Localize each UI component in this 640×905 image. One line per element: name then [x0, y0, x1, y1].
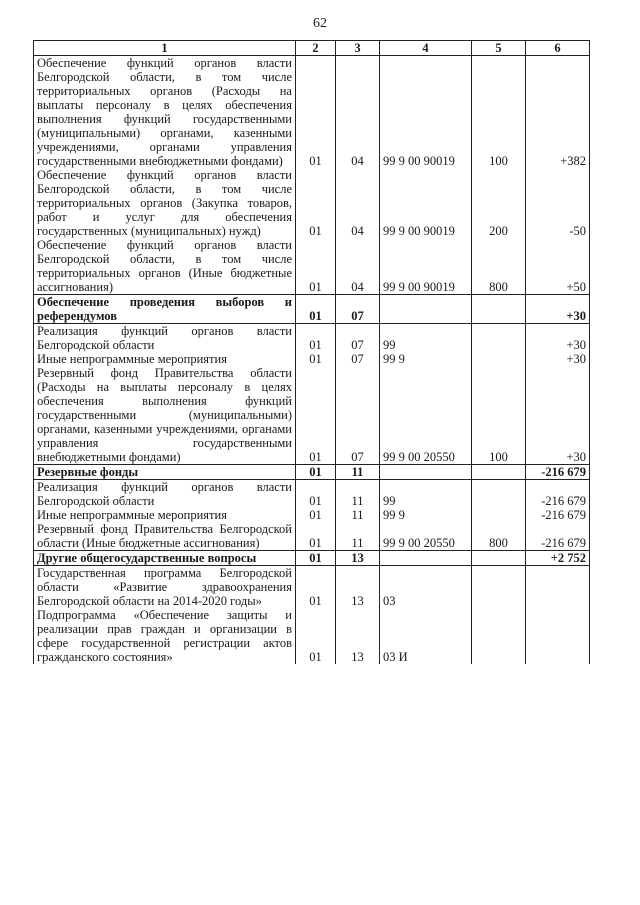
table-row — [34, 56, 590, 169]
row-target-code: 99 9 00 20550 — [380, 522, 472, 551]
row-section-code: 01 — [296, 508, 336, 522]
section-row — [34, 551, 590, 566]
table-row — [34, 522, 590, 551]
col-header-6: 6 — [526, 41, 590, 56]
row-expense-type — [472, 352, 526, 366]
row-description: Резервный фонд Правительства области (Расходы на выплаты персоналу в целях обеспечения выполнения функций государственными (муниципальными) органами, казенными учреждениями, органами управления государственными внебюджетными фондами) — [34, 366, 296, 465]
row-target-code: 99 9 00 90019 — [380, 56, 472, 169]
row-section-code: 01 — [296, 608, 336, 664]
row-expense-type: 800 — [472, 522, 526, 551]
row-amount: -216 679 — [526, 522, 590, 551]
col-header-3: 3 — [336, 41, 380, 56]
row-description: Иные непрограммные мероприятия — [34, 352, 296, 366]
table-row — [34, 238, 590, 295]
row-amount — [526, 566, 590, 609]
table-row — [34, 366, 590, 465]
section-title: Резервные фонды — [34, 465, 296, 480]
row-description: Резервный фонд Правительства Белгородской области (Иные бюджетные ассигнования) — [34, 522, 296, 551]
row-target-code: 99 9 — [380, 352, 472, 366]
row-section-code: 01 — [296, 324, 336, 353]
row-expense-type: 200 — [472, 168, 526, 238]
col-header-5: 5 — [472, 41, 526, 56]
row-expense-type — [472, 295, 526, 324]
section-row — [34, 465, 590, 480]
row-target-code — [380, 551, 472, 566]
row-subsection-code: 04 — [336, 238, 380, 295]
table-row — [34, 608, 590, 664]
col-header-4: 4 — [380, 41, 472, 56]
row-target-code: 99 — [380, 324, 472, 353]
table-row — [34, 168, 590, 238]
row-target-code: 99 9 00 90019 — [380, 238, 472, 295]
row-description: Обеспечение функций органов власти Белгородской области, в том числе территориальных органов (Иные бюджетные ассигнования) — [34, 238, 296, 295]
row-amount: +30 — [526, 324, 590, 353]
row-subsection-code: 07 — [336, 366, 380, 465]
row-subsection-code: 04 — [336, 168, 380, 238]
table-row — [34, 508, 590, 522]
page-number: 62 — [313, 16, 327, 31]
row-amount: +30 — [526, 295, 590, 324]
row-target-code: 99 — [380, 480, 472, 509]
row-target-code: 99 9 — [380, 508, 472, 522]
row-section-code: 01 — [296, 465, 336, 480]
row-subsection-code: 13 — [336, 608, 380, 664]
header-row — [34, 41, 590, 56]
row-subsection-code: 11 — [336, 465, 380, 480]
row-subsection-code: 13 — [336, 566, 380, 609]
row-amount — [526, 608, 590, 664]
row-amount: -216 679 — [526, 480, 590, 509]
row-description: Иные непрограммные мероприятия — [34, 508, 296, 522]
row-section-code: 01 — [296, 238, 336, 295]
row-section-code: 01 — [296, 480, 336, 509]
table-row — [34, 352, 590, 366]
row-expense-type: 100 — [472, 56, 526, 169]
table-row — [34, 566, 590, 609]
row-description: Обеспечение функций органов власти Белгородской области, в том числе территориальных органов (Закупка товаров, работ и услуг для обеспечения государственных (муниципальных) нужд) — [34, 168, 296, 238]
row-amount: -50 — [526, 168, 590, 238]
row-amount: +30 — [526, 352, 590, 366]
table-row — [34, 480, 590, 509]
row-amount: +50 — [526, 238, 590, 295]
row-subsection-code: 13 — [336, 551, 380, 566]
row-description: Реализация функций органов власти Белгородской области — [34, 480, 296, 509]
row-expense-type — [472, 465, 526, 480]
row-amount: -216 679 — [526, 465, 590, 480]
row-section-code: 01 — [296, 366, 336, 465]
row-expense-type — [472, 608, 526, 664]
row-subsection-code: 11 — [336, 508, 380, 522]
table-row — [34, 324, 590, 353]
row-subsection-code: 11 — [336, 522, 380, 551]
row-expense-type: 800 — [472, 238, 526, 295]
row-expense-type: 100 — [472, 366, 526, 465]
row-amount: +2 752 — [526, 551, 590, 566]
row-expense-type — [472, 480, 526, 509]
row-description: Обеспечение функций органов власти Белгородской области, в том числе территориальных органов (Расходы на выплаты персоналу в целях обеспечения выполнения функций государственными (муниципальными) органами, казенными учреждениями, органами управления государственными внебюджетными фондами) — [34, 56, 296, 169]
col-header-2: 2 — [296, 41, 336, 56]
row-target-code — [380, 295, 472, 324]
row-expense-type — [472, 551, 526, 566]
row-target-code: 99 9 00 20550 — [380, 366, 472, 465]
budget-table — [33, 40, 590, 664]
row-amount: -216 679 — [526, 508, 590, 522]
row-target-code — [380, 465, 472, 480]
section-title: Другие общегосударственные вопросы — [34, 551, 296, 566]
row-description: Подпрограмма «Обеспечение защиты и реализации прав граждан и организации в сфере государственной регистрации актов гражданского состояния» — [34, 608, 296, 664]
col-header-1: 1 — [34, 41, 296, 56]
section-title: Обеспечение проведения выборов и референдумов — [34, 295, 296, 324]
row-section-code: 01 — [296, 56, 336, 169]
row-subsection-code: 11 — [336, 480, 380, 509]
row-subsection-code: 04 — [336, 56, 380, 169]
row-section-code: 01 — [296, 522, 336, 551]
row-section-code: 01 — [296, 551, 336, 566]
row-expense-type — [472, 508, 526, 522]
row-description: Реализация функций органов власти Белгородской области — [34, 324, 296, 353]
row-section-code: 01 — [296, 295, 336, 324]
row-section-code: 01 — [296, 168, 336, 238]
row-section-code: 01 — [296, 566, 336, 609]
row-amount: +382 — [526, 56, 590, 169]
row-target-code: 03 — [380, 566, 472, 609]
row-subsection-code: 07 — [336, 352, 380, 366]
row-amount: +30 — [526, 366, 590, 465]
row-subsection-code: 07 — [336, 324, 380, 353]
section-row — [34, 295, 590, 324]
row-section-code: 01 — [296, 352, 336, 366]
row-expense-type — [472, 324, 526, 353]
row-target-code: 03 И — [380, 608, 472, 664]
row-description: Государственная программа Белгородской области «Развитие здравоохранения Белгородской области на 2014-2020 годы» — [34, 566, 296, 609]
row-expense-type — [472, 566, 526, 609]
row-target-code: 99 9 00 90019 — [380, 168, 472, 238]
row-subsection-code: 07 — [336, 295, 380, 324]
